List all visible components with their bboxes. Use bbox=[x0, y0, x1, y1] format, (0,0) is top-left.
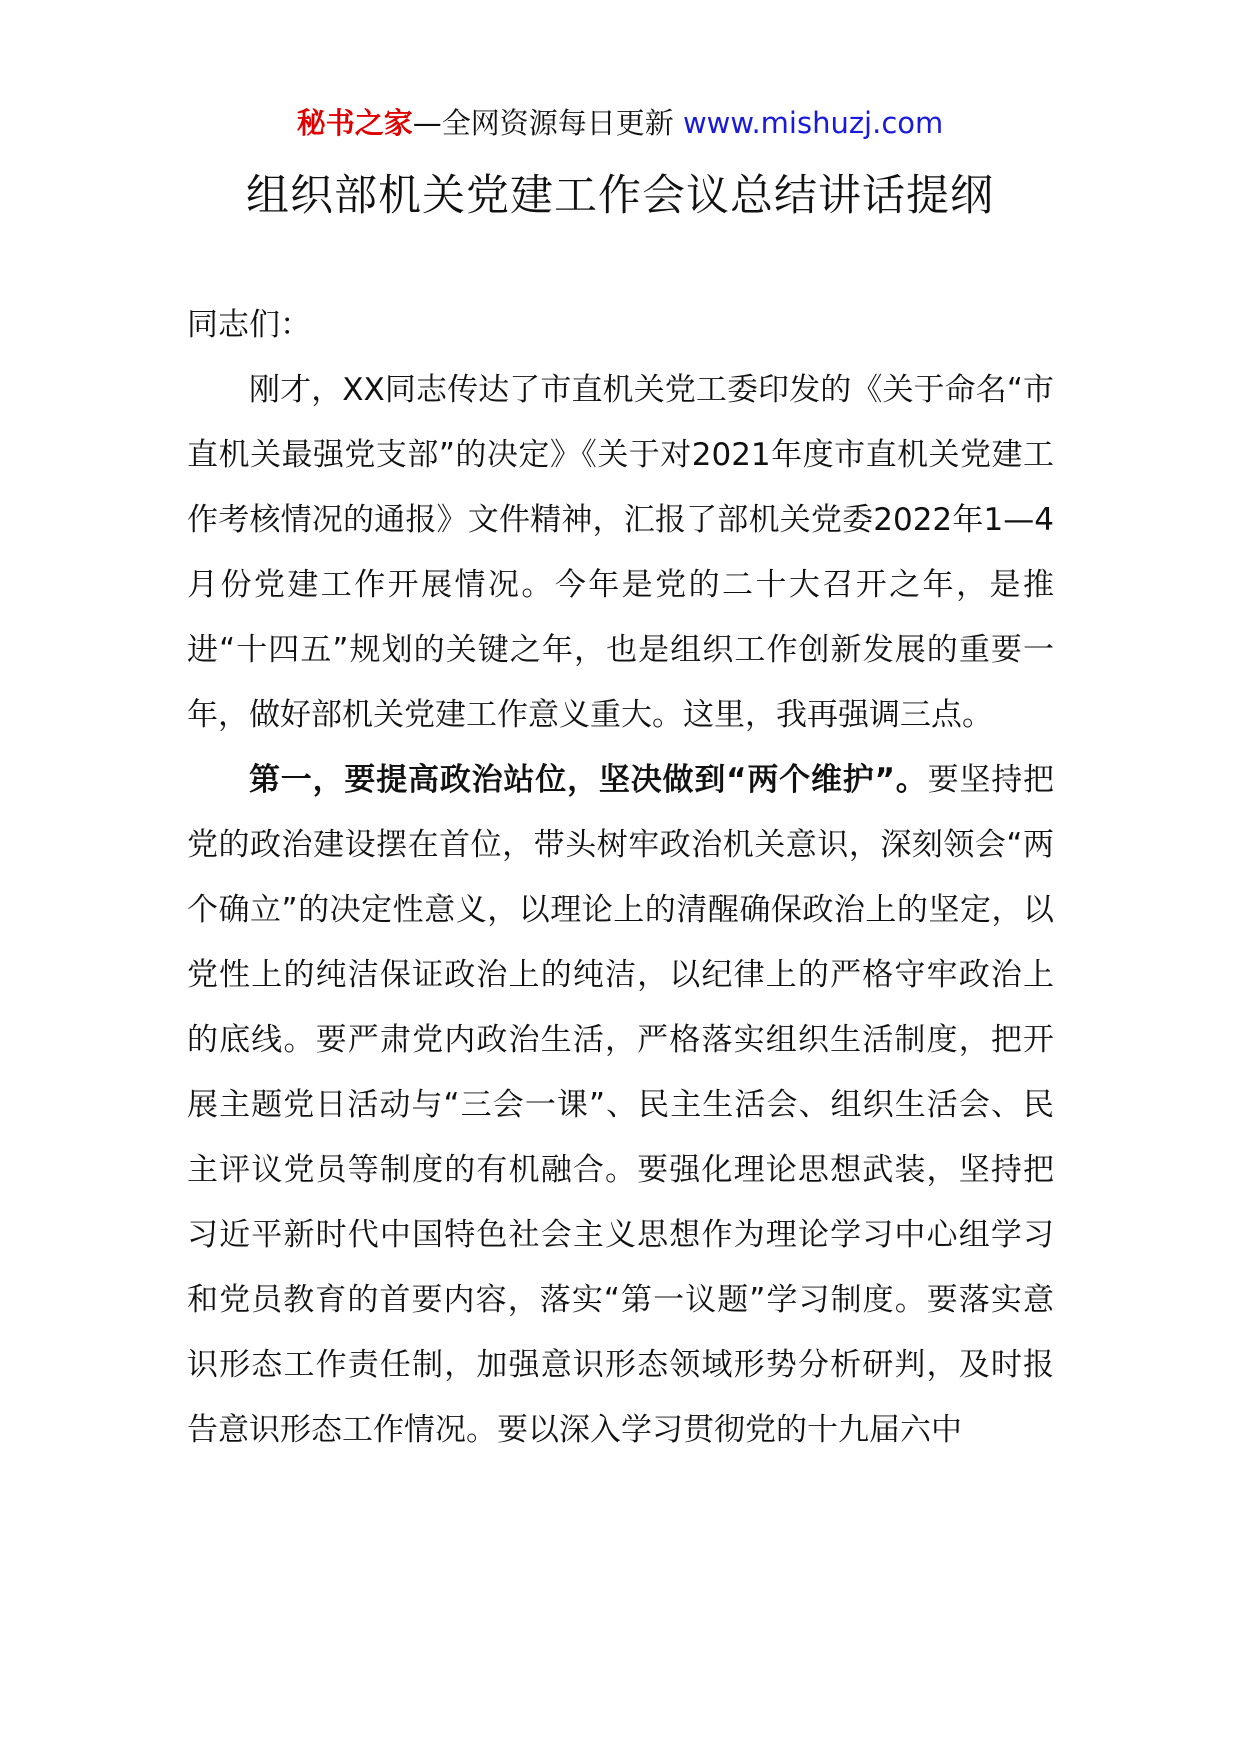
document-body bbox=[187, 293, 1054, 1463]
salutation: 同志们： bbox=[187, 307, 311, 343]
paragraph-intro: 刚才，XX同志传达了市直机关党工委印发的《关于命名“市直机关最强党支部”的决定》《关于对2021年度市直机关党建工作考核情况的通报》文件精神，汇报了部机关党委2022年1—4月份党建工作开展情况。今年是党的二十大召开之年，是推进“十四五”规划的关键之年，也是组织工作创新发展的重要一年，做好部机关党建工作意义重大。这里，我再强调三点。 bbox=[187, 372, 1054, 733]
paragraph-point-one-text: 要坚持把党的政治建设摆在首位，带头树牢政治机关意识，深刻领会“两个确立”的决定性意义，以理论上的清醒确保政治上的坚定，以党性上的纯洁保证政治上的纯洁，以纪律上的严格守牢政治上的底线。要严肃党内政治生活，严格落实组织生活制度，把开展主题党日活动与“三会一课”、民主生活会、组织生活会、民主评议党员等制度的有机融合。要强化理论思想武装，坚持把习近平新时代中国特色社会主义思想作为理论学习中心组学习和党员教育的首要内容，落实“第一议题”学习制度。要落实意识形态工作责任制，加强意识形态领域形势分析研判，及时报告意识形态工作情况。要以深入学习贯彻党的十九届六中 bbox=[187, 762, 1055, 1448]
paragraph-point-one bbox=[187, 748, 1054, 1463]
site-url-link[interactable]: www.mishuzj.com bbox=[682, 106, 944, 140]
document-title: 组织部机关党建工作会议总结讲话提纲 bbox=[246, 171, 994, 221]
site-header bbox=[0, 103, 1240, 143]
paragraph-point-one-heading: 第一，要提高政治站位，坚决做到“两个维护”。 bbox=[249, 762, 928, 798]
site-tagline: —全网资源每日更新 bbox=[412, 106, 674, 140]
site-brand: 秘书之家 bbox=[296, 106, 413, 140]
